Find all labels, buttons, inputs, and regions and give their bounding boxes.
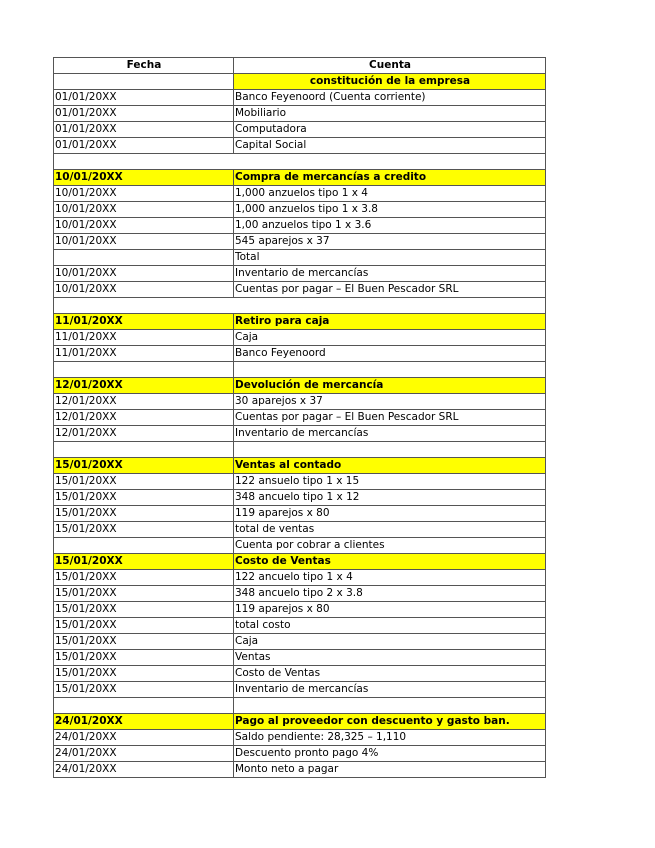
date-cell[interactable]: 10/01/20XX <box>54 218 234 234</box>
ledger-row <box>54 762 546 778</box>
date-cell[interactable] <box>54 362 234 378</box>
ledger-row <box>54 186 546 202</box>
section-header-row <box>54 74 546 90</box>
account-cell[interactable]: Caja <box>234 330 546 346</box>
date-cell[interactable]: 24/01/20XX <box>54 762 234 778</box>
date-cell[interactable]: 01/01/20XX <box>54 138 234 154</box>
spacer-cell-account[interactable] <box>234 298 546 314</box>
date-cell[interactable]: 15/01/20XX <box>54 506 234 522</box>
date-cell[interactable]: 12/01/20XX <box>54 394 234 410</box>
account-cell[interactable]: 545 aparejos x 37 <box>234 234 546 250</box>
section-title-cell[interactable]: Pago al proveedor con descuento y gasto ban. <box>234 714 546 730</box>
account-cell[interactable]: 1,000 anzuelos tipo 1 x 4 <box>234 186 546 202</box>
date-cell[interactable]: 01/01/20XX <box>54 90 234 106</box>
ledger-row <box>54 346 546 362</box>
header-fecha[interactable]: Fecha <box>54 58 234 74</box>
section-header-row <box>54 378 546 394</box>
date-cell[interactable] <box>54 538 234 554</box>
header-cuenta[interactable]: Cuenta <box>234 58 546 74</box>
account-cell[interactable]: 1,00 anzuelos tipo 1 x 3.6 <box>234 218 546 234</box>
date-cell[interactable]: 15/01/20XX <box>54 650 234 666</box>
header-row <box>54 58 546 74</box>
account-cell[interactable] <box>234 442 546 458</box>
ledger-row <box>54 490 546 506</box>
date-cell[interactable]: 15/01/20XX <box>54 522 234 538</box>
ledger-row <box>54 650 546 666</box>
ledger-body <box>54 58 546 778</box>
date-cell[interactable]: 15/01/20XX <box>54 682 234 698</box>
ledger-row <box>54 394 546 410</box>
account-cell[interactable]: Monto neto a pagar <box>234 762 546 778</box>
section-date-cell[interactable]: 12/01/20XX <box>54 378 234 394</box>
account-cell[interactable]: Inventario de mercancías <box>234 426 546 442</box>
ledger-row <box>54 266 546 282</box>
ledger-row <box>54 474 546 490</box>
section-date-cell[interactable]: 15/01/20XX <box>54 458 234 474</box>
ledger-row <box>54 538 546 554</box>
ledger-row <box>54 138 546 154</box>
account-cell[interactable]: total costo <box>234 618 546 634</box>
account-cell[interactable] <box>234 362 546 378</box>
date-cell[interactable]: 24/01/20XX <box>54 730 234 746</box>
spacer-cell-date[interactable] <box>54 298 234 314</box>
date-cell[interactable] <box>54 698 234 714</box>
date-cell[interactable]: 15/01/20XX <box>54 618 234 634</box>
account-cell[interactable]: 119 aparejos x 80 <box>234 602 546 618</box>
ledger-row <box>54 586 546 602</box>
section-header-row <box>54 170 546 186</box>
ledger-row <box>54 122 546 138</box>
account-cell[interactable]: Cuentas por pagar – El Buen Pescador SRL <box>234 410 546 426</box>
ledger-row <box>54 250 546 266</box>
date-cell[interactable]: 24/01/20XX <box>54 746 234 762</box>
date-cell[interactable]: 12/01/20XX <box>54 410 234 426</box>
ledger-row <box>54 90 546 106</box>
section-date-cell[interactable]: 10/01/20XX <box>54 170 234 186</box>
account-cell[interactable]: Ventas <box>234 650 546 666</box>
ledger-row <box>54 442 546 458</box>
account-cell[interactable]: Descuento pronto pago 4% <box>234 746 546 762</box>
account-cell[interactable]: Mobiliario <box>234 106 546 122</box>
account-cell[interactable]: Costo de Ventas <box>234 666 546 682</box>
ledger-row <box>54 330 546 346</box>
ledger-row <box>54 522 546 538</box>
date-cell[interactable]: 15/01/20XX <box>54 666 234 682</box>
ledger-row <box>54 282 546 298</box>
section-header-row <box>54 314 546 330</box>
account-cell[interactable]: Saldo pendiente: 28,325 – 1,110 <box>234 730 546 746</box>
account-cell[interactable]: 1,000 anzuelos tipo 1 x 3.8 <box>234 202 546 218</box>
account-cell[interactable]: Caja <box>234 634 546 650</box>
spacer-cell-date[interactable] <box>54 154 234 170</box>
spacer-row <box>54 298 546 314</box>
date-cell[interactable]: 01/01/20XX <box>54 106 234 122</box>
ledger-row <box>54 618 546 634</box>
section-title-cell[interactable]: Ventas al contado <box>234 458 546 474</box>
ledger-row <box>54 106 546 122</box>
spacer-cell-account[interactable] <box>234 154 546 170</box>
section-header-row <box>54 458 546 474</box>
ledger-row <box>54 506 546 522</box>
account-cell[interactable]: Cuenta por cobrar a clientes <box>234 538 546 554</box>
account-cell[interactable]: 30 aparejos x 37 <box>234 394 546 410</box>
account-cell[interactable]: 348 ancuelo tipo 2 x 3.8 <box>234 586 546 602</box>
ledger-row <box>54 666 546 682</box>
date-cell[interactable]: 15/01/20XX <box>54 586 234 602</box>
ledger-row <box>54 234 546 250</box>
date-cell[interactable]: 15/01/20XX <box>54 474 234 490</box>
account-cell[interactable]: Cuentas por pagar – El Buen Pescador SRL <box>234 282 546 298</box>
spacer-row <box>54 154 546 170</box>
ledger-row <box>54 410 546 426</box>
account-cell[interactable]: 122 ancuelo tipo 1 x 4 <box>234 570 546 586</box>
account-cell[interactable]: 122 ansuelo tipo 1 x 15 <box>234 474 546 490</box>
ledger-row <box>54 634 546 650</box>
date-cell[interactable]: 10/01/20XX <box>54 282 234 298</box>
section-date-cell[interactable]: 11/01/20XX <box>54 314 234 330</box>
date-cell[interactable]: 12/01/20XX <box>54 426 234 442</box>
date-cell[interactable]: 11/01/20XX <box>54 346 234 362</box>
account-cell[interactable]: Capital Social <box>234 138 546 154</box>
account-cell[interactable]: 119 aparejos x 80 <box>234 506 546 522</box>
ledger-row <box>54 682 546 698</box>
date-cell[interactable]: 15/01/20XX <box>54 570 234 586</box>
ledger-row <box>54 218 546 234</box>
ledger-row <box>54 426 546 442</box>
ledger-row <box>54 602 546 618</box>
date-cell[interactable]: 10/01/20XX <box>54 202 234 218</box>
date-cell[interactable]: 11/01/20XX <box>54 330 234 346</box>
ledger-row <box>54 730 546 746</box>
section-title-cell[interactable]: Costo de Ventas <box>234 554 546 570</box>
section-title-cell[interactable]: Compra de mercancías a credito <box>234 170 546 186</box>
date-cell[interactable]: 10/01/20XX <box>54 186 234 202</box>
date-cell[interactable]: 15/01/20XX <box>54 490 234 506</box>
account-cell[interactable] <box>234 698 546 714</box>
account-cell[interactable]: Inventario de mercancías <box>234 682 546 698</box>
ledger-row <box>54 362 546 378</box>
section-header-row <box>54 714 546 730</box>
date-cell[interactable]: 10/01/20XX <box>54 266 234 282</box>
section-header-row <box>54 554 546 570</box>
account-cell[interactable]: Banco Feyenoord (Cuenta corriente) <box>234 90 546 106</box>
account-cell[interactable]: total de ventas <box>234 522 546 538</box>
date-cell[interactable]: 15/01/20XX <box>54 634 234 650</box>
section-date-cell[interactable] <box>54 74 234 90</box>
section-title-cell[interactable]: constitución de la empresa <box>234 74 546 90</box>
ledger-row <box>54 746 546 762</box>
date-cell[interactable]: 01/01/20XX <box>54 122 234 138</box>
section-date-cell[interactable]: 15/01/20XX <box>54 554 234 570</box>
date-cell[interactable] <box>54 442 234 458</box>
date-cell[interactable] <box>54 250 234 266</box>
section-title-cell[interactable]: Devolución de mercancía <box>234 378 546 394</box>
account-cell[interactable]: 348 ancuelo tipo 1 x 12 <box>234 490 546 506</box>
ledger-row <box>54 202 546 218</box>
section-title-cell[interactable]: Retiro para caja <box>234 314 546 330</box>
account-cell[interactable]: Inventario de mercancías <box>234 266 546 282</box>
account-cell[interactable]: Total <box>234 250 546 266</box>
date-cell[interactable]: 15/01/20XX <box>54 602 234 618</box>
ledger-row <box>54 570 546 586</box>
ledger-row <box>54 698 546 714</box>
account-cell[interactable]: Banco Feyenoord <box>234 346 546 362</box>
date-cell[interactable]: 10/01/20XX <box>54 234 234 250</box>
section-date-cell[interactable]: 24/01/20XX <box>54 714 234 730</box>
ledger-sheet <box>53 57 546 778</box>
account-cell[interactable]: Computadora <box>234 122 546 138</box>
